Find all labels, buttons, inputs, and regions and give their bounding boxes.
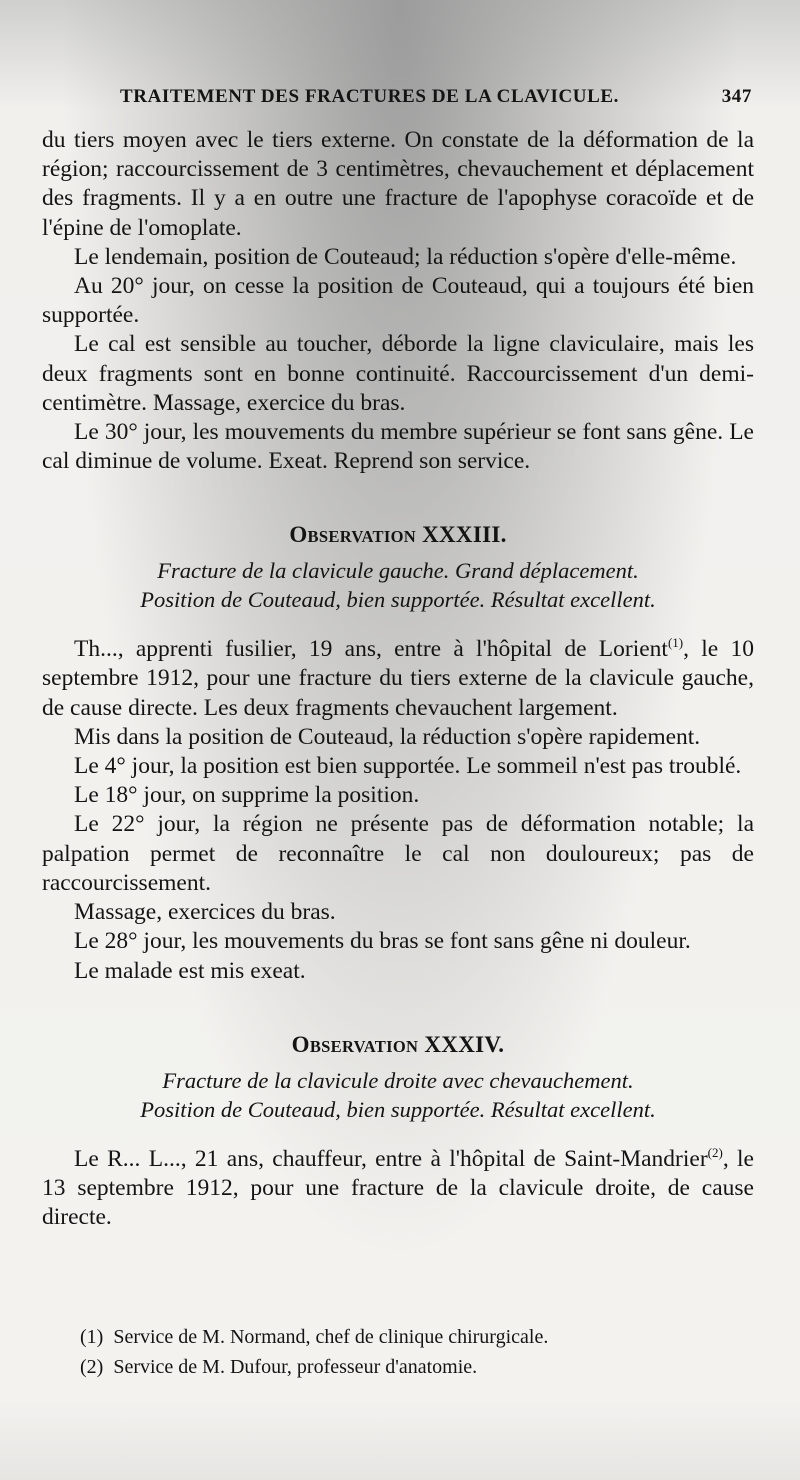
heading-word: BSERVATION	[309, 1036, 419, 1056]
paragraph-text: , le 10 septembre 1912, pour une fracture du tiers externe de la clavicule gauche, de cause directe. Les deux fragments chevauchent largement.	[42, 636, 754, 721]
observation-subtitle: Position de Couteaud, bien supportée. Résultat excellent.	[140, 1096, 656, 1122]
footnote-ref: (2)	[707, 1144, 723, 1160]
running-title: TRAITEMENT DES FRACTURES DE LA CLAVICULE.	[120, 86, 620, 107]
paragraph: Mis dans la position de Couteaud, la réduction s'opère rapidement.	[74, 723, 701, 750]
paragraph	[42, 1138, 754, 1232]
observation-heading-34	[42, 1032, 754, 1058]
paragraph-text: Le R... L..., 21 ans, chauffeur, entre à l'hôpital de Saint-Mandrier	[74, 1145, 708, 1172]
paragraph: Le 22° jour, la région ne présente pas de déformation notable; la palpation permet de reconnaître le cal non douloureux; pas de raccourcissement.	[42, 811, 754, 896]
paragraph: Le 18° jour, on supprime la position.	[74, 782, 420, 809]
paragraph: du tiers moyen avec le tiers externe. On constate de la déformation de la région; raccourcissement de 3 centimètres, chevauchement et déplacement des fragments. Il y a en outre une fracture de l'apophyse coracoïde et de l'épine de l'omoplate.	[42, 127, 754, 241]
paragraph-text: Th..., apprenti fusilier, 19 ans, entre à l'hôpital de Lorient	[74, 636, 668, 663]
paragraph-text: , le 13 septembre 1912, pour une fracture de la clavicule droite, de cause directe.	[42, 1145, 754, 1230]
page-body	[42, 126, 754, 1232]
paragraph: Le cal est sensible au toucher, déborde la ligne claviculaire, mais les deux fragments sont en bonne continuité. Raccourcissement d'un demi-centimètre. Massage, exercice du bras.	[42, 331, 754, 416]
observation-subtitle: Position de Couteaud, bien supportée. Résultat excellent.	[140, 587, 656, 613]
footnote-mark: (1)	[80, 1326, 104, 1348]
footnote-text: Service de M. Normand, chef de clinique chirurgicale.	[113, 1326, 549, 1348]
footnotes	[80, 1322, 760, 1382]
paragraph: Le lendemain, position de Couteaud; la réduction s'opère d'elle-même.	[74, 243, 737, 270]
paragraph: Le malade est mis exeat.	[74, 957, 306, 984]
footnote-text: Service de M. Dufour, professeur d'anatomie.	[113, 1356, 478, 1378]
observation-subtitle: Fracture de la clavicule droite avec chevauchement.	[162, 1067, 634, 1093]
heading-number: XXXIII.	[422, 522, 507, 548]
paragraph: Au 20° jour, on cesse la position de Couteaud, qui a toujours été bien supportée.	[42, 273, 754, 329]
paragraph: Massage, exercices du bras.	[74, 899, 336, 926]
page-number: 347	[721, 86, 752, 107]
heading-initial: O	[289, 522, 308, 548]
footnote	[80, 1322, 760, 1352]
heading-initial: O	[291, 1031, 310, 1057]
footnote-mark: (2)	[80, 1356, 104, 1378]
paragraph: Le 30° jour, les mouvements du membre supérieur se font sans gêne. Le cal diminue de volume. Exeat. Reprend son service.	[42, 419, 754, 475]
footnote-ref: (1)	[667, 635, 684, 651]
paragraph	[42, 628, 754, 722]
heading-number: XXXIV.	[424, 1031, 505, 1057]
paragraph: Le 4° jour, la position est bien supportée. Le sommeil n'est pas troublé.	[74, 753, 742, 780]
observation-heading-33	[42, 522, 754, 548]
footnote	[80, 1352, 760, 1382]
observation-subtitle: Fracture de la clavicule gauche. Grand déplacement.	[157, 558, 639, 584]
paragraph: Le 28° jour, les mouvements du bras se font sans gêne ni douleur.	[74, 928, 691, 955]
page-header	[120, 86, 752, 108]
heading-word: BSERVATION	[307, 527, 417, 547]
